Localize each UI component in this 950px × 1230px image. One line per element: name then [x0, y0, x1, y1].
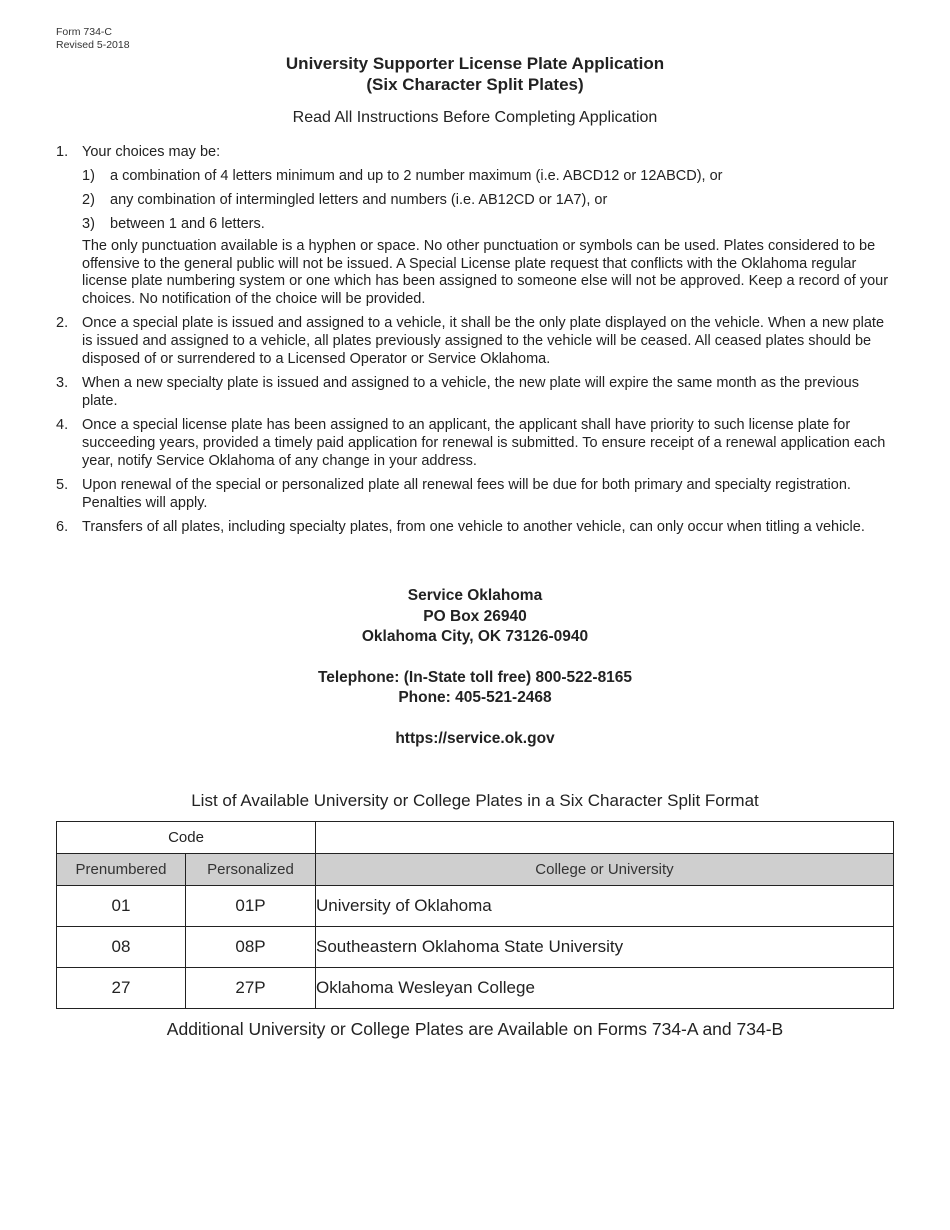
item-text: Once a special license plate has been assigned to an applicant, the applicant shall have priority to such license plate for succeeding years, provided a timely paid application for renewal is submitted. To ensure receipt of a renewal application each year, notify Service Oklahoma of any change in your address. — [82, 417, 886, 469]
po-box: PO Box 26940 — [423, 607, 527, 625]
item-text: Transfers of all plates, including specialty plates, from one vehicle to another vehicle, can only occur when titling a vehicle. — [82, 519, 865, 535]
college-column-header: College or University — [316, 854, 894, 886]
title-line-2: (Six Character Split Plates) — [366, 75, 584, 94]
college-name: Oklahoma Wesleyan College — [316, 968, 894, 1009]
punctuation-rules: The only punctuation available is a hyphen or space. No other punctuation or symbols can be used. Plates considered to be offensive to the general public will not be issued. A Special License plate request that conflicts with the Oklahoma regular license plate numbering system or one which has been assigned to someone else will not be approved. Keep a record of your choices. No notification of the choice will be provided. — [82, 238, 889, 307]
plates-table — [56, 821, 894, 1009]
additional-forms-note: Additional University or College Plates are Available on Forms 734-A and 734-B — [166, 1019, 784, 1039]
document-title — [0, 53, 950, 95]
instruction-item-3 — [56, 374, 891, 410]
item-text: Once a special plate is issued and assigned to a vehicle, it shall be the only plate displayed on the vehicle. When a new plate is issued and assigned to a vehicle, all plates previously assigned to the vehicle will be ceased. All ceased plates should be disposed of or surrendered to a Licensed Operator or Service Oklahoma. — [82, 315, 885, 367]
option-text: between 1 and 6 letters. — [110, 216, 265, 232]
phone-number: Phone: 405-521-2468 — [398, 689, 552, 706]
option-number: 3) — [82, 216, 95, 232]
website-link[interactable]: https://service.ok.gov — [395, 729, 555, 747]
college-name: Southeastern Oklahoma State University — [316, 927, 894, 968]
contact-block — [0, 586, 950, 749]
table-row — [57, 927, 894, 968]
personalized-code: 01P — [186, 886, 316, 927]
instruction-item-6 — [56, 518, 891, 536]
option-number: 1) — [82, 168, 95, 184]
prenumbered-code: 01 — [57, 886, 186, 927]
item-number: 5. — [56, 477, 69, 493]
toll-free-telephone: Telephone: (In-State toll free) 800-522-8165 — [317, 668, 633, 686]
item-text: When a new specialty plate is issued and assigned to a vehicle, the new plate will expire the same month as the previous plate. — [82, 375, 859, 409]
personalized-column-header: Personalized — [186, 854, 316, 886]
prenumbered-column-header: Prenumbered — [57, 854, 186, 886]
personalized-code: 27P — [186, 968, 316, 1009]
item-number: 6. — [56, 519, 69, 535]
instruction-item-2 — [56, 314, 891, 368]
table-row — [57, 968, 894, 1009]
item-number: 2. — [56, 315, 69, 331]
instructions-list — [56, 143, 891, 542]
instruction-item-1 — [56, 143, 891, 308]
choice-option-1 — [82, 167, 891, 185]
blank-header-cell — [316, 822, 894, 854]
college-name: University of Oklahoma — [316, 886, 894, 927]
form-identifier — [56, 26, 130, 52]
title-line-1: University Supporter License Plate Application — [285, 54, 665, 73]
item-number: 4. — [56, 417, 69, 433]
option-text: a combination of 4 letters minimum and up to 2 number maximum (i.e. ABCD12 or 12ABCD), or — [110, 168, 723, 184]
plates-list-title: List of Available University or College Plates in a Six Character Split Format — [191, 791, 759, 810]
instruction-item-5 — [56, 476, 891, 512]
code-header: Code — [57, 822, 316, 854]
option-number: 2) — [82, 192, 95, 208]
form-number: Form 734-C — [56, 26, 113, 38]
prenumbered-code: 08 — [57, 927, 186, 968]
form-revision: Revised 5-2018 — [56, 39, 130, 51]
choice-option-3 — [82, 215, 891, 233]
item-number: 1. — [56, 144, 69, 160]
choice-option-2 — [82, 191, 891, 209]
prenumbered-code: 27 — [57, 968, 186, 1009]
item-text: Upon renewal of the special or personalized plate all renewal fees will be due for both primary and specialty registration. Penalties will apply. — [82, 477, 851, 511]
agency-name: Service Oklahoma — [407, 587, 543, 604]
instructions-notice: Read All Instructions Before Completing Application — [292, 109, 658, 126]
personalized-code: 08P — [186, 927, 316, 968]
item-lead: Your choices may be: — [82, 144, 221, 160]
table-row — [57, 886, 894, 927]
instruction-item-4 — [56, 416, 891, 470]
item-number: 3. — [56, 375, 69, 391]
city-state-zip: Oklahoma City, OK 73126-0940 — [361, 628, 589, 645]
option-text: any combination of intermingled letters and numbers (i.e. AB12CD or 1A7), or — [110, 192, 608, 208]
